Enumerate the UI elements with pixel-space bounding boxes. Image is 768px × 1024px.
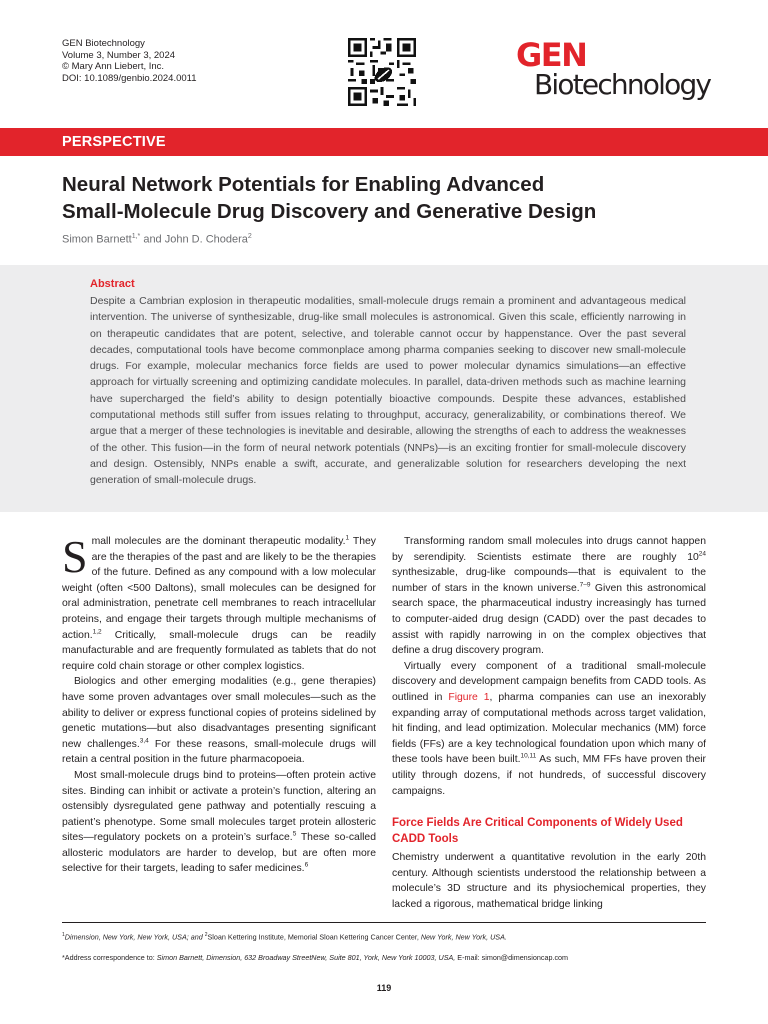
journal-info [62,38,197,84]
paragraph-text: , pharma companies can use an inexorably expanding array of computational methods across target validation, hit finding, and lead optimization. Molecular mechanics (MM) force fields (FFs) are a key technological foundation upon which many of these tools have been built. [392,691,706,766]
citation[interactable]: 7–9 [579,581,591,589]
affiliation-footnote [62,932,507,941]
article-type-label: PERSPECTIVE [62,134,166,150]
author-list [62,233,252,246]
paragraph-text: Transforming random small molecules into drugs cannot happen by serendipity. Scientists estimate there are roughly 10 [392,536,706,563]
volume-issue: Volume 3, Number 3, 2024 [62,49,176,61]
logo-gen: GEN [516,36,587,74]
footnote-text: New York, New York, USA. [420,932,507,942]
exponent: 24 [698,550,706,558]
page-number: 119 [376,983,392,993]
affiliation-marker: 2 [204,932,208,938]
author-2[interactable]: John D. Chodera [164,233,248,246]
citation[interactable]: 10,11 [520,752,537,760]
citation[interactable]: 6 [304,862,309,869]
figure-link[interactable]: Figure 1 [448,691,490,703]
paragraph-text: For these reasons, small-molecule drugs will retain a central position in the future pharmacopoeia. [62,738,377,766]
footnote-text: Sloan Kettering Institute, Memorial Sloan Kettering Cancer Center, [207,932,421,942]
title-line-1: Neural Network Potentials for Enabling Advanced [62,173,545,196]
body-paragraph [62,531,376,674]
paragraph-text: Biologics and other emerging modalities (e.g., gene therapies) have some proven advantages over small molecules—such as the ability to deliver or express functional copies of proteins sidelined by genetic mutations—but also disadvantages presenting significant new challenges. [62,676,376,750]
paragraph-text: Virtually every component of a traditional small-molecule discovery and development campaign benefits from CADD tools. As outlined in [392,660,706,703]
paragraph-text: Given this astronomical search space, the pharmaceutical industry increasingly has turned to computer-aided drug design (CADD) over the past decades to assist with rapidly narrowing in on the complex objectives that define a drug discovery program. [392,582,706,657]
title-line-2: Small-Molecule Drug Discovery and Generative Design [62,200,597,223]
body-column-right [392,534,706,912]
author-1-affiliation: 1,* [131,233,141,240]
paragraph-text: As such, MM FFs have proven their utility through dozens, if not hundreds, of successful discovery campaigns. [392,754,706,797]
paragraph-text: Critically, small-molecule drugs can be readily manufacturable and are frequently formulated as tablets that do not require cold chain storage or other complex logistics. [62,629,376,672]
doi[interactable]: DOI: 10.1089/genbio.2024.0011 [62,72,197,84]
footnote-text: *Address correspondence to: [62,953,157,962]
paragraph-text: mall molecules are the dominant therapeutic modality. [91,536,346,547]
article-title [62,171,702,225]
citation[interactable]: 1,2 [92,628,102,636]
body-paragraph: Chemistry underwent a quantitative revolution in the early 20th century. Although scientists understood the relationship between a molecule’s 3D structure and its physiochemical properties, they lacked a rigorous, mathematical bridge linking [392,852,706,910]
paragraph-text: These so-called allosteric modulators are harder to develop, but are often more selective for their targets, leading to safer medicines. [62,832,376,875]
abstract-heading: Abstract [90,278,135,290]
paragraph-text: Most small-molecule drugs bind to proteins—often protein active sites. Binding can inhibit or activate a protein’s function, altering an ostensibly dysregulated gene pathway and potentially rescuing a patient’s phenotype. Some small molecules target protein allosteric sites—regulatory pockets on a protein’s surface. [62,769,376,844]
footnote-text: Dimension, New York, New York, USA; and [64,932,205,942]
journal-name: GEN Biotechnology [62,38,145,49]
drop-cap: S [62,531,88,582]
author-1[interactable]: Simon Barnett [62,233,132,246]
body-paragraph [62,768,376,877]
paragraph-text: synthesizable, drug-like compounds—that is equivalent to the number of stars in the known universe. [392,567,706,594]
citation[interactable]: 3,4 [139,737,149,745]
copyright: © Mary Ann Liebert, Inc. [62,61,165,73]
body-paragraph [392,534,706,659]
body-paragraph [62,674,376,768]
body-paragraph [392,659,706,799]
affiliation-marker: 1 [62,932,65,938]
abstract-text: Despite a Cambrian explosion in therapeutic modalities, small-molecule drugs remain a prominent and advantageous medical intervention. The universe of synthesizable, drug-like small molecules is astronomical. Given this scale, efficiently narrowing in on therapeutic candidates that are potent, selective, and tolerable cannot occur by happenstance. Over the past several decades, computational tools have become commonplace among pharma companies seeking to discover new small-molecule drugs. For example, molecular mechanics force fields are used to power molecular dynamics simulations—an effective approach for virtually screening and optimizing candidate molecules. In parallel, data-driven methods such as machine learning have supercharged the field’s ability to design potentially bioactive compounds. Despite these advances, established computational methods still suffer from issues relating to throughput, accuracy, generalizability, or combinations thereof. We argue that a merger of these technologies is inevitable and desirable, allowing the strengths of each to address the weaknesses of the other. This fusion—in the form of neural network potentials (NNPs)—is an exciting frontier for small-molecule discovery and design. Ostensibly, NNPs enable a swift, accurate, and generalizable solution for researchers developing the next generation of small-molecule drugs. [90,295,686,487]
journal-logo [516,36,716,108]
logo-biotechnology: Biotechnology [534,68,711,101]
author-separator: and [140,233,165,246]
citation[interactable]: 1 [345,534,350,542]
citation[interactable]: 5 [292,830,297,838]
footnote-text: Simon Barnett, Dimension, 632 Broadway StreetNew, Suite 801, York, New York 10003, USA, [156,953,456,962]
body-column-left [62,531,377,877]
footnote-divider [62,922,706,923]
section-heading: Force Fields Are Critical Components of Widely Used CADD Tools [392,817,683,845]
correspondence-footnote [62,953,568,962]
qr-code-icon[interactable] [348,38,416,106]
paragraph-text: They are the therapies of the past and are likely to be the therapies of the future. Defined as any compound with a low molecular weight (often <500 Daltons), small molecules can be designed for oral administration, penetrate cell membranes to reach intracellular proteins, and engage their targets through multiple mechanisms of action. [62,536,376,641]
correspondence-email[interactable]: E-mail: simon@dimensioncap.com [455,953,569,962]
author-2-affiliation: 2 [247,233,252,240]
